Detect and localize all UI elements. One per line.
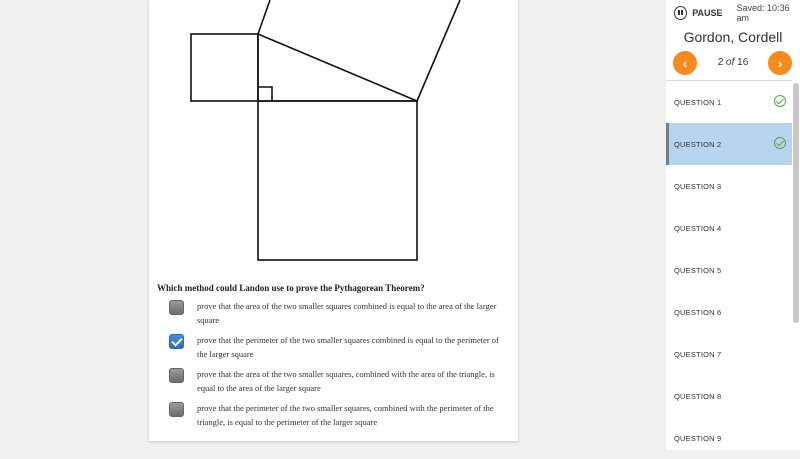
question-list — [666, 80, 792, 459]
checkbox[interactable] — [169, 300, 184, 315]
checkbox[interactable] — [169, 402, 184, 417]
pause-button[interactable]: PAUSE — [692, 8, 723, 18]
next-question-button[interactable] — [768, 51, 792, 75]
question-item-2[interactable]: QUESTION 2 — [666, 123, 792, 165]
medium-square-top-right — [417, 0, 460, 101]
option-text: prove that the perimeter of the two smaller squares, combined with the perimeter of the triangle, is equal to the perimeter of the larger square — [197, 403, 494, 427]
small-square-left — [191, 34, 258, 101]
option-text: prove that the perimeter of the two smaller squares combined is equal to the perimeter of the larger square — [197, 335, 499, 359]
right-triangle — [258, 34, 417, 101]
chevron-right-icon: › — [777, 55, 783, 71]
sidebar-scrollbar[interactable] — [793, 80, 799, 450]
question-prompt: Which method could Landon use to prove the Pythagorean Theorem? — [157, 283, 425, 293]
answer-option-1[interactable] — [169, 300, 509, 327]
question-navigator — [666, 49, 800, 79]
large-square-bottom — [258, 101, 417, 260]
question-sidebar — [666, 0, 800, 450]
question-item-3[interactable]: QUESTION 3 — [674, 181, 722, 191]
checkbox-checked[interactable] — [169, 334, 184, 349]
scrollbar-thumb[interactable] — [793, 83, 799, 323]
question-panel — [149, 0, 518, 441]
pythagorean-figure — [149, 0, 518, 270]
saved-status: Saved: 10:36 am — [736, 3, 790, 23]
answer-option-3[interactable] — [169, 368, 509, 395]
question-item-5[interactable]: QUESTION 5 — [674, 265, 722, 275]
medium-square-top — [258, 0, 270, 34]
option-text: prove that the area of the two smaller squares, combined with the area of the triangle, is equal to the area of the larger square — [197, 369, 495, 393]
question-item-8[interactable]: QUESTION 8 — [674, 391, 722, 401]
chevron-left-icon: ‹ — [682, 55, 688, 71]
answer-option-4[interactable] — [169, 402, 509, 429]
question-item-6[interactable]: QUESTION 6 — [674, 307, 722, 317]
answered-check-icon — [774, 95, 786, 107]
question-item-4[interactable]: QUESTION 4 — [674, 223, 722, 233]
question-item-7[interactable]: QUESTION 7 — [674, 349, 722, 359]
right-angle-mark — [258, 87, 272, 101]
answer-option-2[interactable] — [169, 334, 509, 361]
option-text: prove that the area of the two smaller squares combined is equal to the area of the larger square — [197, 301, 497, 325]
question-item-9[interactable]: QUESTION 9 — [674, 433, 722, 443]
student-name: Gordon, Cordell — [683, 29, 783, 45]
pause-icon[interactable] — [674, 6, 687, 20]
question-counter: 2 of 16 — [717, 57, 749, 68]
answered-check-icon — [774, 137, 786, 149]
question-item-1[interactable]: QUESTION 1 — [666, 81, 792, 123]
checkbox[interactable] — [169, 368, 184, 383]
top-bar — [666, 0, 800, 26]
